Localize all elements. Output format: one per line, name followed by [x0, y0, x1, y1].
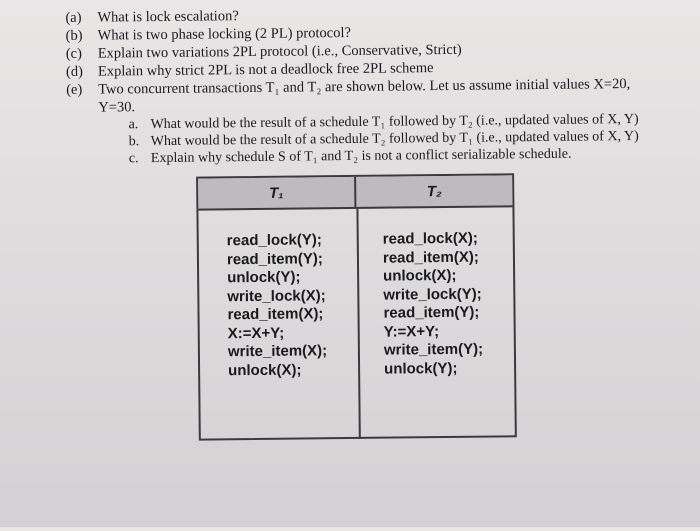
subquestion-label: a.	[128, 117, 139, 133]
t2-column	[358, 207, 514, 439]
question-text: Two concurrent transactions T₁ and T₂ are shown below. Let us assume initial values X=20,	[98, 76, 631, 98]
t1-step: read_item(X);	[227, 305, 324, 324]
subquestion-text: Explain why schedule S of T₁ and T₂ is not a conflict serializable schedule.	[150, 146, 572, 167]
question-label: (a)	[65, 9, 82, 26]
table-body	[198, 207, 514, 440]
table-header	[198, 175, 512, 210]
header-t2: T₂	[426, 182, 442, 200]
schedule-table	[196, 173, 517, 440]
t2-step: read_lock(X);	[382, 229, 478, 248]
t2-step: write_item(Y);	[383, 340, 484, 359]
subquestion-text: What would be the result of a schedule T₁ followed by T₂ (i.e., updated values of X, Y)	[150, 111, 639, 133]
question-text: What is lock escalation?	[97, 8, 239, 26]
question-list	[65, 2, 686, 116]
t1-step: read_lock(Y);	[226, 231, 322, 250]
subquestion-label: c.	[128, 151, 139, 167]
t1-column	[198, 209, 360, 441]
t1-step: X:=X+Y;	[227, 324, 285, 342]
question-text: Explain why strict 2PL is not a deadlock free 2PL scheme	[97, 60, 434, 80]
subquestion-label: b.	[128, 134, 140, 150]
t2-step: read_item(X);	[382, 248, 479, 267]
question-e-continuation: Y=30.	[98, 99, 136, 116]
question-label: (d)	[65, 63, 83, 80]
header-t1: T₁	[198, 177, 356, 209]
t2-step: read_item(Y);	[383, 303, 480, 322]
t2-step: Y:=X+Y;	[383, 322, 440, 341]
t1-step: read_item(Y);	[226, 249, 323, 268]
subquestion-list	[128, 111, 639, 167]
t2-step: unlock(Y);	[384, 359, 458, 378]
t1-step: unlock(Y);	[227, 268, 301, 287]
t1-step: unlock(X);	[228, 361, 302, 379]
question-label: (c)	[65, 45, 82, 62]
question-text: What is two phase locking (2 PL) protocol?	[97, 24, 351, 44]
question-label: (e)	[66, 81, 83, 98]
subquestion-text: What would be the result of a schedule T₂ followed by T₁ (i.e., updated values of X, Y)	[150, 128, 639, 150]
t1-step: write_item(X);	[227, 342, 328, 361]
question-label: (b)	[65, 27, 83, 44]
t1-step: write_lock(X);	[227, 286, 326, 305]
t2-step: unlock(X);	[383, 266, 457, 285]
t2-step: write_lock(Y);	[383, 285, 482, 304]
question-text: Explain two variations 2PL protocol (i.e., Conservative, Strict)	[97, 41, 462, 62]
